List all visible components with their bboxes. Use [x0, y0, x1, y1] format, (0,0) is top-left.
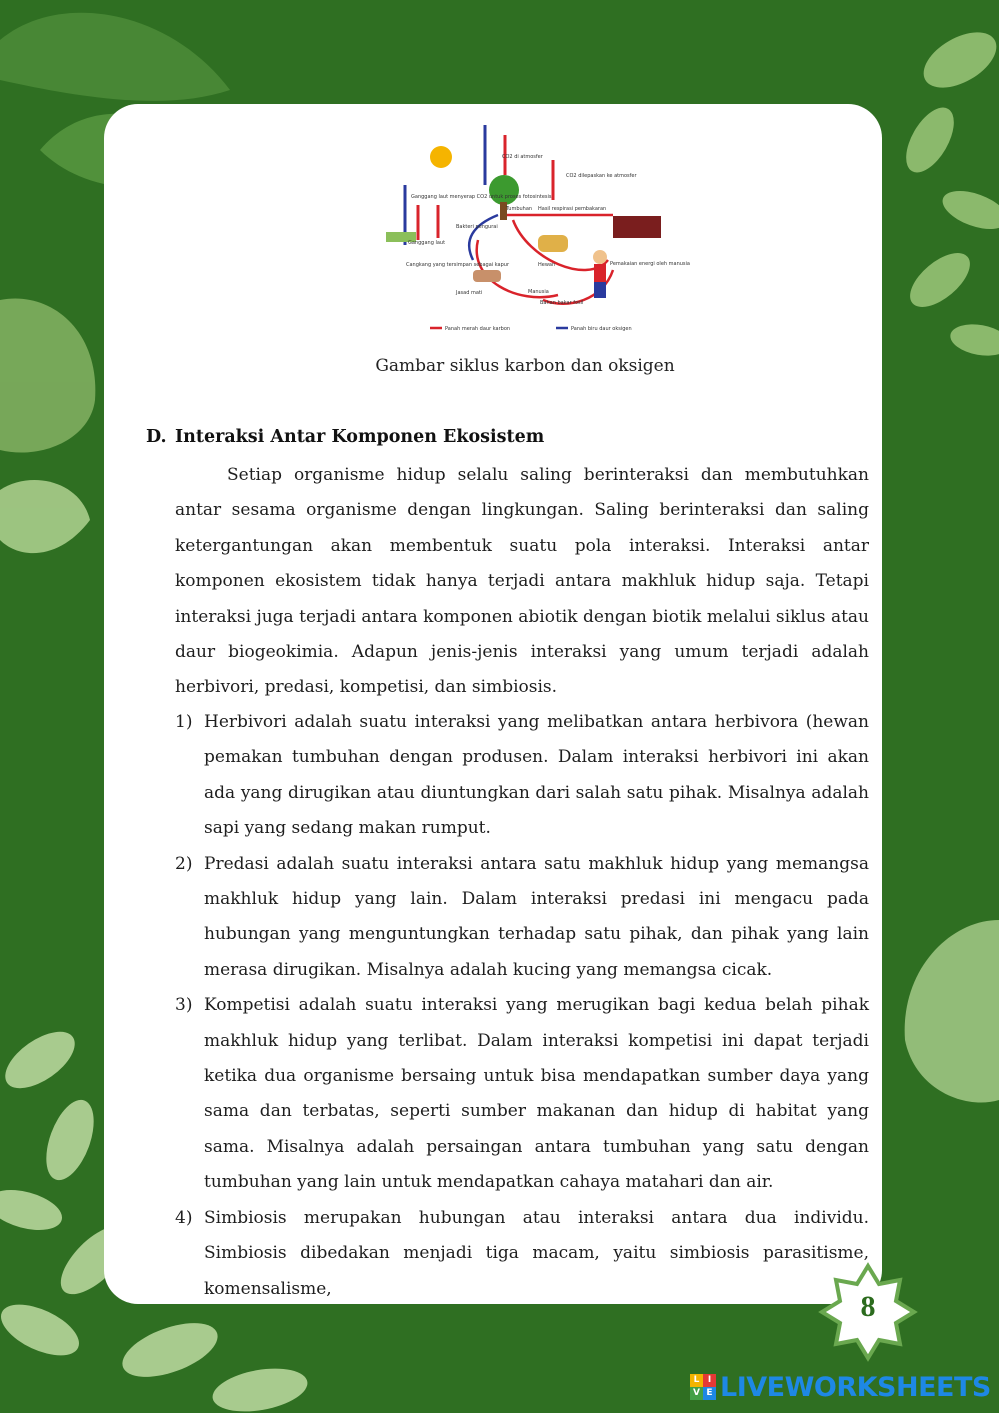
person-icon	[593, 250, 607, 264]
interaction-list	[175, 705, 869, 1307]
list-item-text: Kompetisi adalah suatu interaksi yang merugikan bagi kedua belah pihak makhluk hidup yang terlibat. Dalam interaksi kompetisi ini dapat terjadi ketika dua organisme bersaing untuk bisa mendapatkan sumber daya yang sama dan terbatas, seperti sumber makanan dan hidup di habitat yang sama. Misalnya adalah persaingan antara tumbuhan yang satu dengan tumbuhan yang lain untuk mendapatkan cahaya matahari dan air.	[204, 995, 869, 1193]
carbon-oxygen-cycle-figure	[378, 120, 690, 345]
leaf-left-monstera-icon	[0, 298, 95, 553]
figure-label: Jasad mati	[456, 290, 483, 296]
cow-icon	[538, 235, 568, 252]
brand-name: LIVEWORKSHEETS	[720, 1371, 991, 1403]
page-number: 8	[860, 1290, 876, 1323]
figure-label: Manusia	[528, 289, 549, 295]
figure-label: Tumbuhan	[506, 206, 533, 212]
figure-label: Bakteri pengurai	[456, 224, 498, 230]
person-legs-icon	[594, 282, 606, 298]
logo-letter: L	[690, 1374, 703, 1387]
list-item-number: 1)	[175, 712, 193, 732]
logo-letter: I	[703, 1374, 716, 1387]
sun-icon	[430, 146, 452, 168]
intro-paragraph: Setiap organisme hidup selalu saling berinteraksi dan membutuhkan antar sesama organisme dengan lingkungan. Saling berinteraksi dan saling ketergantungan akan membentuk suatu pola interaksi. Interaksi antar komponen ekosistem tidak hanya terjadi antara makhluk hidup saja. Tetapi interaksi juga terjadi antara komponen abiotik dengan biotik melalui siklus atau daur biogeokimia. Adapun jenis-jenis interaksi yang umum terjadi adalah herbivori, predasi, kompetisi, dan simbiosis.	[175, 465, 869, 698]
figure-label: CO2 dilepaskan ke atmosfer	[566, 173, 637, 179]
section-title: Interaksi Antar Komponen Ekosistem	[175, 427, 545, 447]
section-heading	[146, 427, 544, 447]
list-item-text: Predasi adalah suatu interaksi antara satu makhluk hidup yang memangsa makhluk hidup yang lain. Dalam interaksi predasi ini mengacu pada hubungan yang menguntungkan terhadap satu pihak, dan pihak yang lain merasa dirugikan. Misalnya adalah kucing yang memangsa cicak.	[204, 853, 869, 980]
figure-label: Bahan bakar fosil	[540, 300, 584, 306]
list-item-number: 4)	[175, 1207, 193, 1228]
list-item-text: Herbivori adalah suatu interaksi yang melibatkan antara herbivora (hewan pemakan tumbuhan dengan produsen. Dalam interaksi herbivori ini akan ada yang dirugikan atau diuntungkan dari salah satu pihak. Misalnya adalah sapi yang sedang makan rumput.	[204, 712, 869, 839]
leaf-top-right-icon	[896, 21, 999, 360]
list-item-number: 3)	[175, 995, 193, 1016]
list-item	[175, 705, 869, 847]
figure-label: Ganggang laut	[408, 240, 446, 246]
logo-letter: E	[703, 1387, 716, 1400]
list-item	[175, 988, 869, 1200]
list-item-number: 2)	[175, 853, 193, 874]
figure-label: Cangkang yang tersimpan sebagai kapur	[406, 262, 510, 268]
section-body	[175, 458, 869, 706]
leaf-right-monstera-icon	[905, 920, 999, 1103]
list-item-text: Simbiosis merupakan hubungan atau interaksi antara dua individu. Simbiosis dibedakan menjadi tiga macam, yaitu simbiosis parasitisme, komensalisme,	[204, 1207, 869, 1299]
liveworksheets-logo-icon	[690, 1374, 716, 1400]
figure-label: CO2 di atmosfer	[502, 154, 543, 160]
figure-label: Hasil respirasi pembakaran	[538, 206, 607, 212]
factory-icon	[613, 216, 661, 238]
liveworksheets-brand[interactable]	[690, 1370, 991, 1404]
legend-blue-label: Panah biru daur oksigen	[571, 326, 632, 332]
section-letter: D.	[146, 427, 167, 447]
list-item	[175, 1201, 869, 1307]
figure-label: Hewan	[538, 262, 556, 268]
person-body-icon	[594, 264, 606, 282]
oxygen-arrow	[469, 215, 498, 260]
logo-letter: V	[690, 1387, 703, 1400]
dead-animal-icon	[473, 270, 501, 282]
tree-icon	[489, 175, 519, 205]
list-item	[175, 847, 869, 989]
figure-caption: Gambar siklus karbon dan oksigen	[375, 356, 675, 376]
figure-label: Ganggang laut menyerap CO2 untuk proses fotosintesis	[411, 194, 552, 200]
legend-red-label: Panah merah daur karbon	[445, 326, 511, 332]
figure-label: Pemakaian energi oleh manusia	[610, 261, 690, 267]
